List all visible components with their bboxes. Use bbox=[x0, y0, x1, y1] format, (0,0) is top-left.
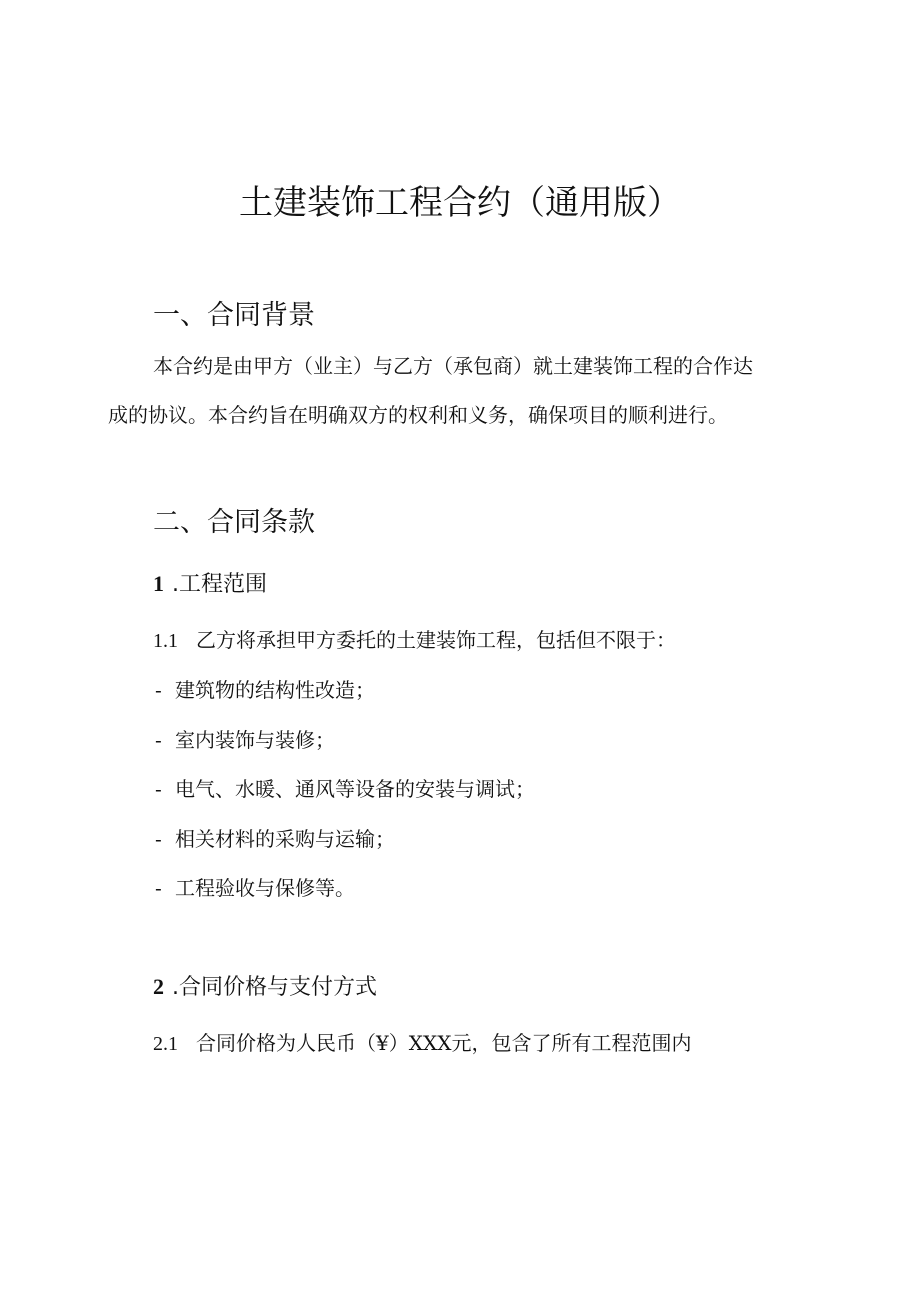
clause-number: 1.1 bbox=[153, 630, 178, 652]
subsection-heading-scope bbox=[153, 567, 267, 598]
list-item-text: 相关材料的采购与运输； bbox=[175, 827, 395, 851]
list-item-text: 电气、水暖、通风等设备的安装与调试； bbox=[175, 777, 535, 801]
section-heading-terms: 二、合同条款 bbox=[153, 507, 315, 538]
clause-2-1 bbox=[153, 1027, 691, 1056]
subsection-heading-price bbox=[153, 970, 377, 1001]
clause-text: 乙方将承担甲方委托的土建装饰工程，包括但不限于： bbox=[196, 628, 676, 652]
list-item bbox=[155, 823, 395, 852]
clause-text: 合同价格为人民币（¥）XXX元，包含了所有工程范围内 bbox=[196, 1031, 692, 1055]
subsection-title: .合同价格与支付方式 bbox=[172, 975, 377, 1000]
list-item-text: 建筑物的结构性改造； bbox=[175, 678, 375, 702]
list-item bbox=[155, 773, 535, 802]
bullet-dash: - bbox=[155, 827, 162, 851]
list-item bbox=[155, 724, 335, 753]
document-title: 土建装饰工程合约（通用版） bbox=[239, 183, 681, 223]
list-item-text: 工程验收与保修等。 bbox=[175, 876, 355, 900]
background-paragraph-line-2: 成的协议。本合约旨在明确双方的权利和义务，确保项目的顺利进行。 bbox=[108, 403, 728, 427]
subsection-number: 1 bbox=[153, 571, 164, 596]
bullet-dash: - bbox=[155, 876, 162, 900]
bullet-dash: - bbox=[155, 728, 162, 752]
section-heading-background: 一、合同背景 bbox=[153, 300, 315, 331]
clause-1-1 bbox=[153, 624, 676, 653]
list-item bbox=[155, 872, 355, 901]
bullet-dash: - bbox=[155, 678, 162, 702]
clause-number: 2.1 bbox=[153, 1033, 178, 1055]
list-item bbox=[155, 674, 375, 703]
list-item-text: 室内装饰与装修； bbox=[175, 728, 335, 752]
subsection-title: .工程范围 bbox=[172, 572, 267, 597]
bullet-dash: - bbox=[155, 777, 162, 801]
subsection-number: 2 bbox=[153, 974, 164, 999]
background-paragraph-line-1: 本合约是由甲方（业主）与乙方（承包商）就土建装饰工程的合作达 bbox=[153, 354, 753, 378]
